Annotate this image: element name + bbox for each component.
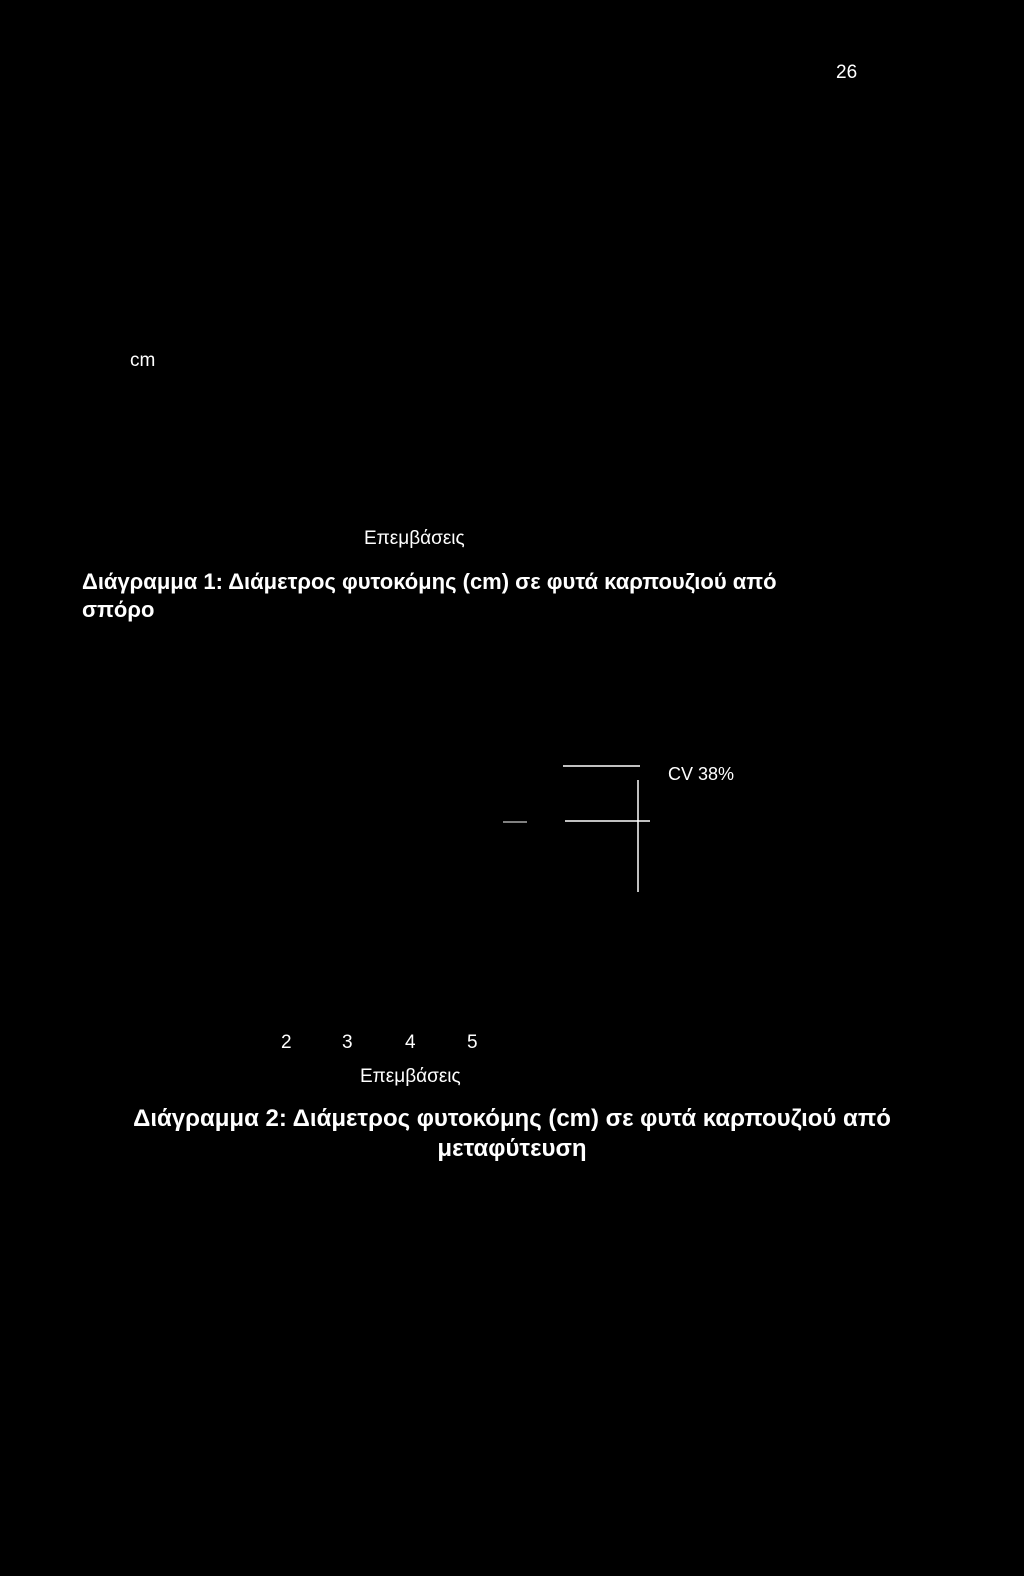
chart2-x-tick-label: 3: [342, 1032, 353, 1053]
chart2-x-tick-label: 4: [405, 1032, 416, 1053]
chart1-y-axis-label: cm: [130, 350, 156, 371]
page-number: 26: [836, 62, 858, 83]
chart1-caption: Διάγραμμα 1: Διάμετρος φυτοκόμης (cm) σε φυτά καρπουζιού από σπόρο: [82, 569, 777, 622]
chart2-x-tick-label: 5: [467, 1032, 478, 1053]
chart1-x-axis-title: Επεμβάσεις: [364, 528, 465, 549]
chart2-x-tick-label: 2: [281, 1032, 292, 1053]
chart2-x-axis-title: Επεμβάσεις: [360, 1066, 461, 1087]
chart2-cv-annotation: CV 38%: [668, 764, 735, 784]
chart2-caption: Διάγραμμα 2: Διάμετρος φυτοκόμης (cm) σε φυτά καρπουζιού από μεταφύτευση: [133, 1105, 891, 1162]
